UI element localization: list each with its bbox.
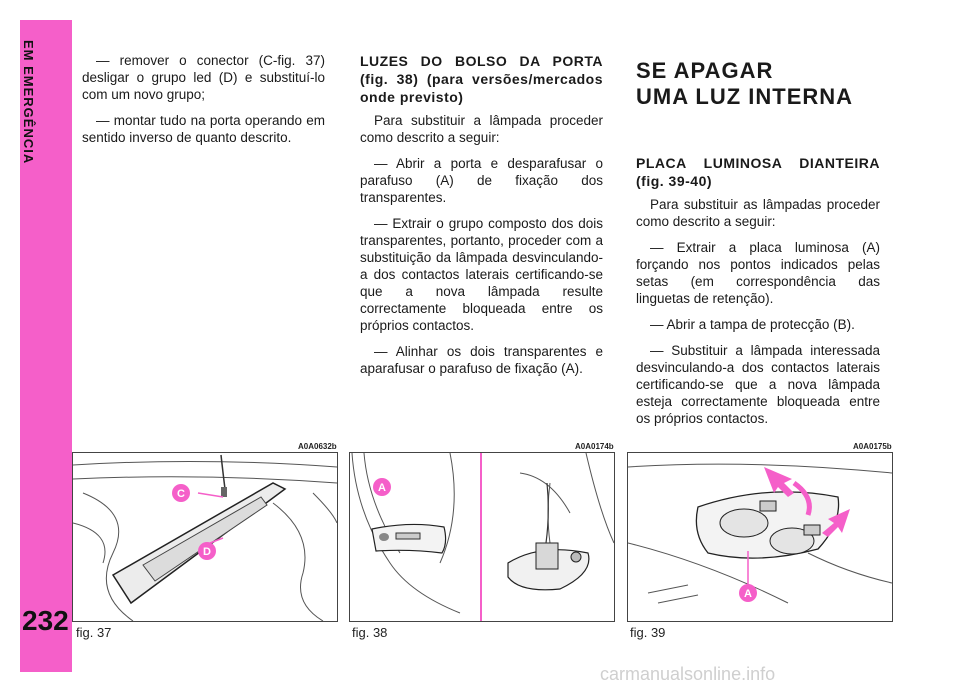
main-heading (636, 58, 880, 110)
callout-label: C (177, 488, 185, 500)
column-2 (360, 52, 603, 386)
callout-label: D (203, 546, 211, 558)
callout-c (171, 483, 191, 503)
paragraph: Para substituir as lâmpadas proceder como descrito a seguir: (636, 197, 880, 229)
main-heading-line2: UMA LUZ INTERNA (636, 84, 854, 109)
callout-d (197, 541, 217, 561)
callout-a (738, 583, 758, 603)
paragraph: — Abrir a porta e desparafusar o parafuso (A) de fixação dos transparentes. (360, 156, 603, 205)
paragraph: — Alinhar os dois transparentes e aparafusar o parafuso de fixação (A). (360, 344, 603, 376)
figure-code: A0A0175b (853, 442, 892, 451)
figure-caption: fig. 38 (352, 625, 388, 640)
figure-code: A0A0632b (298, 442, 337, 451)
section-title: EM EMERGÊNCIA (21, 40, 36, 165)
callout-label: A (378, 482, 386, 494)
figure-37 (72, 452, 338, 622)
figure-38 (349, 452, 615, 622)
section-heading: LUZES DO BOLSO DA PORTA (fig. 38) (para versões/mercados onde previsto) (360, 53, 603, 105)
paragraph: — montar tudo na porta operando em sentido inverso de quanto descrito. (82, 113, 325, 145)
callout-a (372, 477, 392, 497)
paragraph: — Extrair a placa luminosa (A) forçando nos pontos indicados pelas setas (em correspondência das linguetas de retenção). (636, 240, 880, 306)
page-number: 232 (22, 605, 69, 636)
column-1 (82, 52, 325, 155)
paragraph: — Extrair o grupo composto dos dois transparentes, portanto, proceder com a substituição da lâmpada desvinculando-a dos contactos laterais certificando-se que a nova lâmpada resulte correctamente bloqueada entre os próprios contactos. (360, 216, 603, 333)
watermark: carmanualsonline.info (600, 664, 776, 684)
paragraph: — Abrir a tampa de protecção (B). (650, 317, 855, 332)
figure-39 (627, 452, 893, 622)
figure-caption: fig. 39 (630, 625, 666, 640)
paragraph: — remover o conector (C-fig. 37) desligar o grupo led (D) e substituí-lo com um novo grupo; (82, 53, 325, 102)
sub-heading: PLACA LUMINOSA DIANTEIRA (fig. 39-40) (636, 155, 880, 189)
callout-label: A (744, 588, 752, 600)
door-led-illustration (73, 453, 337, 621)
paragraph: Para substituir a lâmpada proceder como descrito a seguir: (360, 113, 603, 145)
figure-caption: fig. 37 (76, 625, 112, 640)
paragraph: — Substituir a lâmpada interessada desvinculando-a dos contactos laterais certificando-se que a nova lâmpada esteja correctamente bloqueada entre os próprios contactos. (636, 343, 880, 426)
front-courtesy-light-illustration (628, 453, 892, 621)
column-3 (636, 52, 880, 436)
main-heading-line1: SE APAGAR (636, 58, 774, 83)
figure-code: A0A0174b (575, 442, 614, 451)
